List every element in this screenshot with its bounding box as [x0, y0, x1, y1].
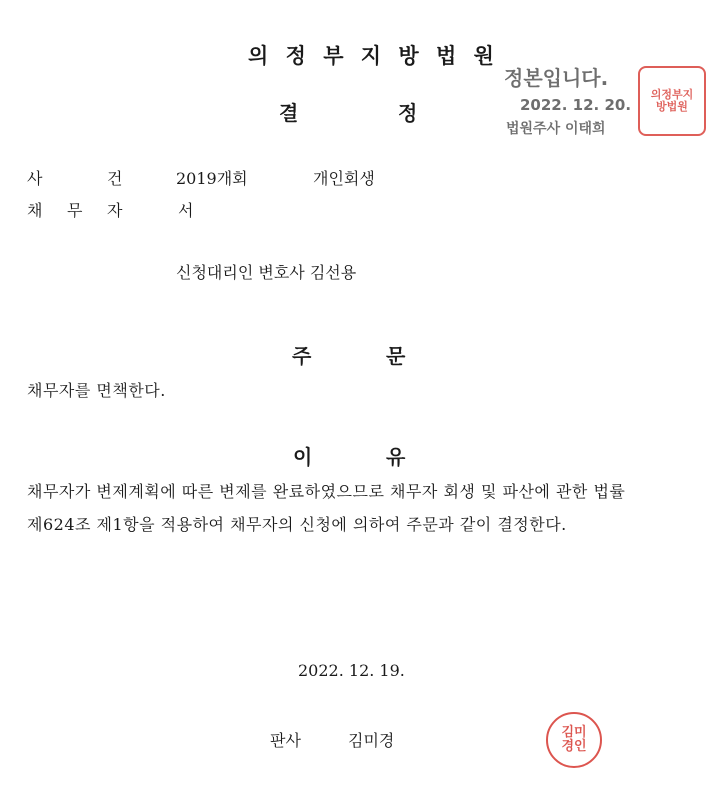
order-heading-left: 주 [292, 344, 312, 368]
reason-heading-right: 유 [386, 445, 406, 469]
certification-date: 2022. 12. 20. [520, 96, 632, 114]
doc-type-left: 결 [279, 101, 299, 125]
case-label-2: 건 [107, 169, 123, 188]
case-label-1: 사 [27, 169, 43, 188]
reason-text-line-1: 채무자가 변제계획에 따른 변제를 완료하였으므로 채무자 회생 및 파산에 관한 법률 [27, 482, 626, 501]
court-name: 의 정 부 지 방 법 원 [248, 44, 499, 68]
debtor-label-1: 채 [27, 201, 43, 220]
court-seal-stamp [638, 66, 706, 136]
debtor-label-3: 자 [107, 201, 123, 220]
judge-seal-stamp [546, 712, 602, 768]
applicant-representative: 신청대리인 변호사 김선용 [176, 263, 357, 282]
case-type: 개인회생 [313, 169, 375, 188]
case-number: 2019개회 [176, 169, 248, 188]
debtor-label-2: 무 [67, 201, 83, 220]
order-heading-right: 문 [386, 344, 406, 368]
certification-clerk: 법원주사 이태희 [506, 121, 606, 137]
reason-text-line-2: 제624조 제1항을 적용하여 채무자의 신청에 의하여 주문과 같이 결정한다. [27, 515, 567, 534]
judge-seal-lettering: 김미경인 [561, 725, 587, 754]
court-seal-lettering: 의정부지방법원 [650, 88, 694, 113]
certified-copy-text: 정본입니다. [504, 66, 609, 90]
reason-heading-left: 이 [293, 445, 313, 469]
doc-type-right: 정 [398, 101, 418, 125]
judge-name: 김미경 [348, 731, 395, 750]
debtor-name: 서 [178, 201, 194, 220]
decision-date: 2022. 12. 19. [298, 661, 405, 680]
order-text: 채무자를 면책한다. [27, 381, 166, 400]
judge-title: 판사 [270, 731, 301, 750]
